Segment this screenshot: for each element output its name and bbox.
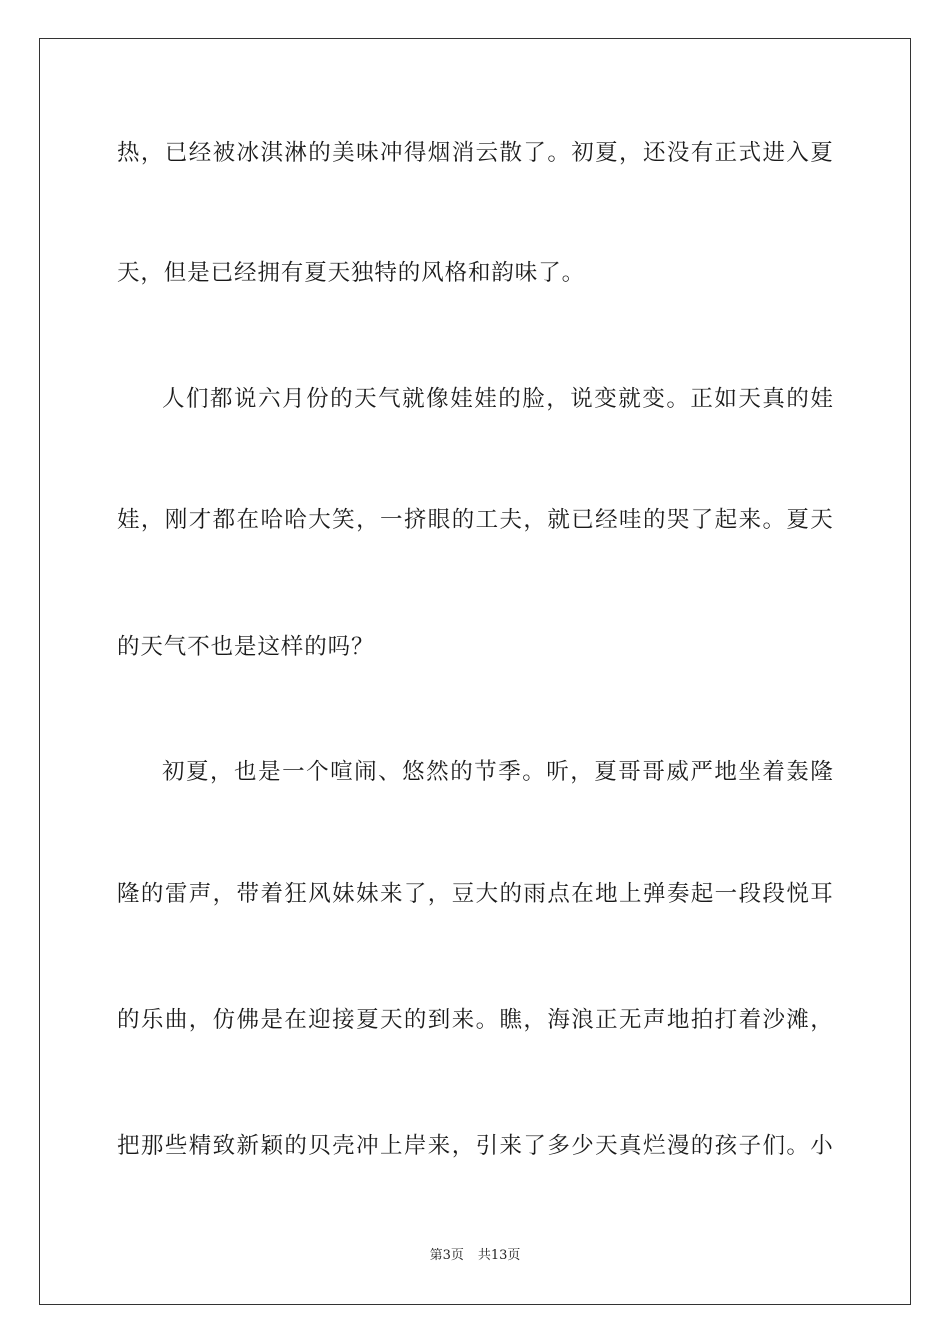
text-line-7: 隆 的 雷 声 ， 带 着 狂 风 妹 妹 来 了 ， 豆 大 的 雨 点 在 地 上 弹 奏 起 一 段 段 悦 耳 [117,881,833,907]
page-border [39,38,911,1305]
text-line-2: 天，但是已经拥有夏天独特的风格和韵味了。 [117,260,586,286]
text-line-9: 把 那 些 精 致 新 颖 的 贝 壳 冲 上 岸 来 ， 引 来 了 多 少 天 真 烂 漫 的 孩 子 们 。 小 [117,1133,833,1159]
text-line-1: 热 ， 已 经 被 冰 淇 淋 的 美 味 冲 得 烟 消 云 散 了 。 初 夏 ， 还 没 有 正 式 进 入 夏 [117,140,833,166]
page-total: 共13页 [477,1248,521,1263]
text-line-8: 的 乐 曲 ， 仿 佛 是 在 迎 接 夏 天 的 到 来 。 瞧 ， 海 浪 正 无 声 地 拍 打 着 沙 滩 ， [117,1007,833,1033]
text-line-4: 娃 ， 刚 才 都 在 哈 哈 大 笑 ， 一 挤 眼 的 工 夫 ， 就 已 经 哇 的 哭 了 起 来 。 夏 天 [117,507,833,533]
page-number: 第3页 [429,1248,464,1263]
text-line-5: 的天气不也是这样的吗？ [117,634,375,660]
text-line-6: 初 夏 ， 也 是 一 个 喧 闹 、 悠 然 的 节 季 。 听 ， 夏 哥 哥 威 严 地 坐 着 轰 隆 [162,759,833,785]
text-line-3: 人 们 都 说 六 月 份 的 天 气 就 像 娃 娃 的 脸 ， 说 变 就 变 。 正 如 天 真 的 娃 [162,386,833,412]
page-footer [0,1247,950,1265]
